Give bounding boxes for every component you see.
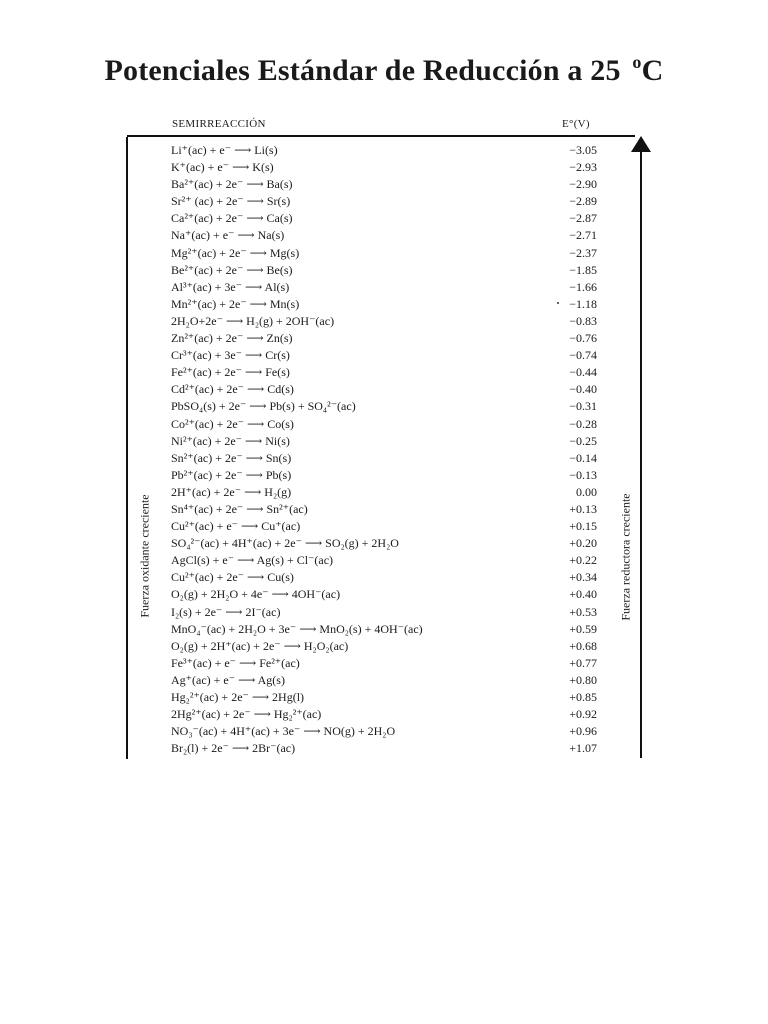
half-reaction: Mn²⁺(ac) + 2e⁻ ⟶ Mn(s) bbox=[171, 296, 300, 311]
table-row bbox=[0, 245, 768, 262]
table-row bbox=[0, 604, 768, 621]
table-row bbox=[0, 381, 768, 398]
table-row bbox=[0, 450, 768, 467]
half-reaction: Na⁺(ac) + e⁻ ⟶ Na(s) bbox=[171, 228, 285, 243]
standard-potential: −2.93 bbox=[569, 160, 597, 175]
half-reaction: SO₄²⁻(ac) + 4H⁺(ac) + 2e⁻ ⟶ SO₂(g) + 2H₂O bbox=[171, 536, 399, 551]
standard-potential: −0.14 bbox=[569, 450, 597, 465]
table-row bbox=[0, 296, 768, 313]
table-row bbox=[0, 193, 768, 210]
table-row bbox=[0, 552, 768, 569]
standard-potential: −2.87 bbox=[569, 211, 597, 226]
half-reaction: Cr³⁺(ac) + 3e⁻ ⟶ Cr(s) bbox=[171, 348, 290, 363]
standard-potential: −2.71 bbox=[569, 228, 597, 243]
standard-potential: −1.66 bbox=[569, 279, 597, 294]
table-row bbox=[0, 484, 768, 501]
standard-potential: −2.37 bbox=[569, 245, 597, 260]
half-reaction: K⁺(ac) + e⁻ ⟶ K(s) bbox=[171, 160, 274, 175]
table-row bbox=[0, 398, 768, 415]
standard-potential: −0.40 bbox=[569, 382, 597, 397]
table-row bbox=[0, 262, 768, 279]
half-reaction: MnO₄⁻(ac) + 2H₂O + 3e⁻ ⟶ MnO₂(s) + 4OH⁻(ac) bbox=[171, 621, 423, 636]
column-header-reaction: SEMIRREACCIÓN bbox=[172, 118, 266, 130]
table-row bbox=[0, 142, 768, 159]
standard-potential: −2.89 bbox=[569, 194, 597, 209]
table-row bbox=[0, 210, 768, 227]
half-reaction: I₂(s) + 2e⁻ ⟶ 2I⁻(ac) bbox=[171, 604, 281, 619]
standard-potential: +0.13 bbox=[569, 501, 597, 516]
half-reaction: NO₃⁻(ac) + 4H⁺(ac) + 3e⁻ ⟶ NO(g) + 2H₂O bbox=[171, 724, 396, 739]
standard-potential: +0.22 bbox=[569, 553, 597, 568]
half-reaction: 2Hg²⁺(ac) + 2e⁻ ⟶ Hg₂²⁺(ac) bbox=[171, 707, 322, 722]
half-reaction: Fe³⁺(ac) + e⁻ ⟶ Fe²⁺(ac) bbox=[171, 655, 300, 670]
half-reaction: O₂(g) + 2H⁺(ac) + 2e⁻ ⟶ H₂O₂(ac) bbox=[171, 638, 349, 653]
half-reaction: Cd²⁺(ac) + 2e⁻ ⟶ Cd(s) bbox=[171, 382, 294, 397]
table-row bbox=[0, 433, 768, 450]
standard-potential: −0.44 bbox=[569, 365, 597, 380]
half-reaction: Co²⁺(ac) + 2e⁻ ⟶ Co(s) bbox=[171, 416, 294, 431]
standard-potential: −0.83 bbox=[569, 313, 597, 328]
title-text: Potenciales Estándar de Reducción a 25 bbox=[104, 54, 621, 87]
half-reaction: Ni²⁺(ac) + 2e⁻ ⟶ Ni(s) bbox=[171, 433, 290, 448]
half-reaction: Li⁺(ac) + e⁻ ⟶ Li(s) bbox=[171, 143, 278, 157]
stray-dot bbox=[557, 302, 559, 304]
oxidizing-strength-label: Fuerza oxidante creciente bbox=[137, 494, 152, 618]
table-row bbox=[0, 706, 768, 723]
standard-potential: +0.53 bbox=[569, 604, 597, 619]
table-row bbox=[0, 313, 768, 330]
standard-potential: −1.18 bbox=[569, 296, 597, 311]
table-row bbox=[0, 518, 768, 535]
table-row bbox=[0, 467, 768, 484]
standard-potential: −0.28 bbox=[569, 416, 597, 431]
half-reaction: Sn²⁺(ac) + 2e⁻ ⟶ Sn(s) bbox=[171, 450, 292, 465]
half-reaction: Cu²⁺(ac) + 2e⁻ ⟶ Cu(s) bbox=[171, 570, 294, 585]
half-reaction: Hg₂²⁺(ac) + 2e⁻ ⟶ 2Hg(l) bbox=[171, 690, 305, 704]
standard-potential: −0.31 bbox=[569, 399, 597, 414]
standard-potential: +0.15 bbox=[569, 519, 597, 534]
standard-potential: +0.77 bbox=[569, 655, 597, 670]
table-row bbox=[0, 501, 768, 518]
standard-potential: −0.74 bbox=[569, 348, 597, 363]
standard-potential: +0.34 bbox=[569, 570, 597, 585]
degree-symbol: o bbox=[632, 52, 642, 72]
table-row bbox=[0, 416, 768, 433]
standard-potential: −0.76 bbox=[569, 331, 597, 346]
table-row bbox=[0, 689, 768, 706]
table-row bbox=[0, 227, 768, 244]
standard-potential: −0.25 bbox=[569, 433, 597, 448]
title-unit: C bbox=[641, 54, 664, 87]
standard-potential: 0.00 bbox=[576, 484, 597, 499]
table-row bbox=[0, 159, 768, 176]
standard-potential: +0.20 bbox=[569, 536, 597, 551]
half-reaction: Fe²⁺(ac) + 2e⁻ ⟶ Fe(s) bbox=[171, 365, 290, 380]
standard-potential: +0.80 bbox=[569, 672, 597, 687]
half-reaction: Ba²⁺(ac) + 2e⁻ ⟶ Ba(s) bbox=[171, 177, 293, 192]
header-rule bbox=[127, 135, 635, 137]
half-reaction: Ca²⁺(ac) + 2e⁻ ⟶ Ca(s) bbox=[171, 211, 293, 226]
standard-potential: +0.68 bbox=[569, 638, 597, 653]
standard-potential: −3.05 bbox=[569, 143, 597, 157]
standard-potential: −2.90 bbox=[569, 177, 597, 192]
table-row bbox=[0, 364, 768, 381]
table-row bbox=[0, 740, 768, 757]
half-reaction: Zn²⁺(ac) + 2e⁻ ⟶ Zn(s) bbox=[171, 331, 293, 346]
column-header-potential: E°(V) bbox=[562, 118, 590, 130]
half-reaction: Br₂(l) + 2e⁻ ⟶ 2Br⁻(ac) bbox=[171, 741, 296, 756]
half-reaction: 2H⁺(ac) + 2e⁻ ⟶ H₂(g) bbox=[171, 484, 292, 499]
half-reaction: Be²⁺(ac) + 2e⁻ ⟶ Be(s) bbox=[171, 262, 293, 277]
half-reaction: Sn⁴⁺(ac) + 2e⁻ ⟶ Sn²⁺(ac) bbox=[171, 501, 308, 516]
table-row bbox=[0, 586, 768, 603]
table-row bbox=[0, 723, 768, 740]
standard-potential: +0.96 bbox=[569, 724, 597, 739]
table-row bbox=[0, 638, 768, 655]
standard-potential: +0.85 bbox=[569, 690, 597, 704]
table-row bbox=[0, 535, 768, 552]
table-row bbox=[0, 330, 768, 347]
reducing-strength-label: Fuerza reductora creciente bbox=[618, 493, 633, 621]
half-reaction: Pb²⁺(ac) + 2e⁻ ⟶ Pb(s) bbox=[171, 467, 292, 482]
table-row bbox=[0, 672, 768, 689]
half-reaction: Sr²⁺ (ac) + 2e⁻ ⟶ Sr(s) bbox=[171, 194, 291, 209]
table-row bbox=[0, 655, 768, 672]
standard-potential: +0.59 bbox=[569, 621, 597, 636]
table-row bbox=[0, 621, 768, 638]
table-row bbox=[0, 347, 768, 364]
half-reaction: Mg²⁺(ac) + 2e⁻ ⟶ Mg(s) bbox=[171, 245, 300, 260]
standard-potential: +0.40 bbox=[569, 587, 597, 602]
page-title bbox=[0, 52, 768, 88]
half-reaction: O₂(g) + 2H₂O + 4e⁻ ⟶ 4OH⁻(ac) bbox=[171, 587, 341, 602]
standard-potential: +1.07 bbox=[569, 741, 597, 756]
half-reaction: AgCl(s) + e⁻ ⟶ Ag(s) + Cl⁻(ac) bbox=[171, 553, 334, 568]
half-reaction: 2H₂O+2e⁻ ⟶ H₂(g) + 2OH⁻(ac) bbox=[171, 313, 335, 328]
table-row bbox=[0, 569, 768, 586]
table-row bbox=[0, 176, 768, 193]
table-row bbox=[0, 279, 768, 296]
reaction-table bbox=[0, 142, 768, 757]
standard-potential: −1.85 bbox=[569, 262, 597, 277]
half-reaction: PbSO₄(s) + 2e⁻ ⟶ Pb(s) + SO₄²⁻(ac) bbox=[171, 399, 356, 414]
standard-potential: +0.92 bbox=[569, 707, 597, 722]
half-reaction: Al³⁺(ac) + 3e⁻ ⟶ Al(s) bbox=[171, 279, 290, 294]
standard-potential: −0.13 bbox=[569, 467, 597, 482]
half-reaction: Ag⁺(ac) + e⁻ ⟶ Ag(s) bbox=[171, 672, 285, 687]
half-reaction: Cu²⁺(ac) + e⁻ ⟶ Cu⁺(ac) bbox=[171, 519, 301, 534]
